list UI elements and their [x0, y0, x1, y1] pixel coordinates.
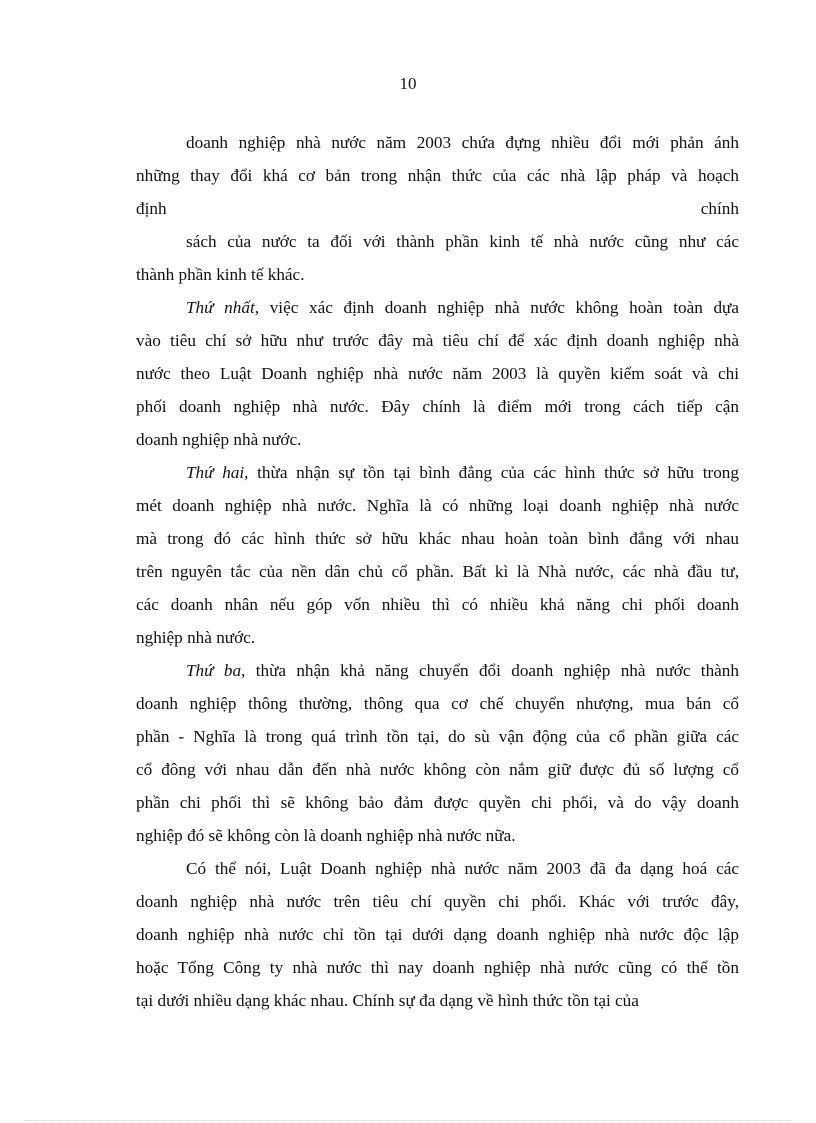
text-line: cổ đông với nhau dẫn đến nhà nước không còn nắm giữ được đủ số lượng cổ [136, 760, 739, 779]
text-line: Thứ nhất, việc xác định doanh nghiệp nhà nước không hoàn toàn dựa [186, 298, 739, 317]
text-line: doanh nghiệp nhà nước trên tiêu chí quyền chi phối. Khác với trước đây, [136, 892, 739, 911]
page-number: 10 [399, 74, 417, 93]
text-line: phần - Nghĩa là trong quá trình tồn tại, do sù vận động của cổ phần giữa các [136, 727, 739, 746]
text-line: nước theo Luật Doanh nghiệp nhà nước năm 2003 là quyền kiểm soát và chi [136, 364, 739, 383]
text-line: sách của nước ta đối với thành phần kinh tế nhà nước cũng như các [186, 232, 739, 251]
emphasis-lead: Thứ nhất, [186, 298, 260, 317]
text-line: doanh nghiệp nhà nước năm 2003 chứa đựng nhiều đổi mới phản ánh [186, 133, 739, 152]
text-line: mà trong đó các hình thức sở hữu khác nhau hoàn toàn bình đẳng với nhau [136, 529, 739, 548]
text-line: doanh nghiệp nhà nước. [136, 430, 302, 449]
text-line: những thay đổi khá cơ bản trong nhận thức của các nhà lập pháp và hoạch [136, 166, 739, 185]
text-line: trên nguyên tắc của nền dân chủ cổ phần. Bất kì là Nhà nước, các nhà đầu tư, [136, 562, 739, 581]
text-line: nghiệp nhà nước. [136, 628, 256, 647]
emphasis-lead: Thứ hai, [186, 463, 249, 482]
text-line: nghiệp đó sẽ không còn là doanh nghiệp nhà nước nữa. [136, 826, 516, 845]
text-line: định chính [136, 199, 739, 218]
text-line: các doanh nhân nếu góp vốn nhiều thì có nhiều khả năng chi phối doanh [136, 595, 739, 614]
text-line: Có thể nói, Luật Doanh nghiệp nhà nước năm 2003 đã đa dạng hoá các [186, 859, 739, 878]
text-line: phối doanh nghiệp nhà nước. Đây chính là điểm mới trong cách tiếp cận [136, 397, 739, 416]
text-line: thành phần kinh tế khác. [136, 265, 305, 284]
text-line: doanh nghiệp nhà nước chỉ tồn tại dưới dạng doanh nghiệp nhà nước độc lập [136, 925, 739, 944]
text-line: phần chi phối thì sẽ không bảo đảm được quyền chi phối, và do vậy doanh [136, 793, 739, 812]
text-line: doanh nghiệp thông thường, thông qua cơ chế chuyển nhượng, mua bán cổ [136, 694, 739, 713]
text-line: tại dưới nhiều dạng khác nhau. Chính sự đa dạng về hình thức tồn tại của [136, 991, 639, 1010]
text-line: mét doanh nghiệp nhà nước. Nghĩa là có những loại doanh nghiệp nhà nước [136, 496, 739, 515]
text-line: Thứ hai, thừa nhận sự tồn tại bình đẳng của các hình thức sở hữu trong [186, 463, 739, 482]
text-line: vào tiêu chí sở hữu như trước đây mà tiêu chí để xác định doanh nghiệp nhà [136, 331, 739, 350]
text-line: Thứ ba, thừa nhận khả năng chuyển đổi doanh nghiệp nhà nước thành [186, 661, 739, 680]
text-line: hoặc Tổng Công ty nhà nước thì nay doanh nghiệp nhà nước cũng có thể tồn [136, 958, 739, 977]
page-bottom-rule [24, 1120, 792, 1121]
emphasis-lead: Thứ ba, [186, 661, 246, 680]
